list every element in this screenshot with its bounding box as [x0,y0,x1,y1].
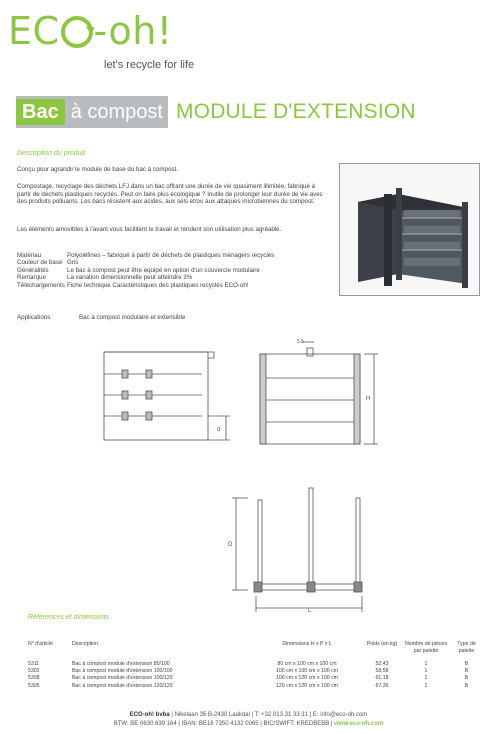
table-cell: 80 cm x 100 cm x 100 cm [277,661,337,667]
footer-line-2 [0,721,497,727]
spec-value: Polyoléfines – fabriqué à partir de déchets de plastiques ménagers recyclés [67,252,275,259]
footer-website-link[interactable]: www.eco-oh.com [334,721,384,727]
table-cell: 67,36 [375,682,389,689]
title-part1: Bac [16,99,65,125]
table-cell: B [464,668,469,675]
top-view-drawing [228,484,378,616]
header-cell: Type de palette [457,641,476,654]
spec-value: La variation dimensionnelle peut atteindre 3% [67,274,193,282]
description-p1: Conçu pour agrandir le module de base du bac à compost. [17,166,178,173]
header-cell: Poids (en kg) [366,641,398,647]
dim-label-h: H [366,396,371,402]
logo-tagline: let's recycle for life [104,59,195,71]
product-photo [339,163,480,296]
table-cell: Bac à compost module d'extension 80/100 [72,661,170,667]
table-cell: B [464,682,469,689]
title-extension: MODULE D'EXTENSION [175,100,416,123]
table-cell: Bac à compost module d'extension 100/120 [72,675,173,682]
title-box [16,96,168,128]
table-cell: B [464,675,469,682]
spec-value: Le bac à compost peut être équipé en option d'un couvercle modulaire [67,266,260,274]
dim-label-5-5: 5,5 [297,339,304,345]
table-cell: 120 cm x 120 cm x 100 cm [276,682,338,689]
footer-bank: BTW: BE 0630 639 164 | IBAN: BE18 7350 4132 0065 | BIC/SWIFT: KREDBEBB | [113,721,333,727]
dim-label-L: L [308,608,312,614]
header-cell: Nombre de pièces par palette [404,641,448,654]
footer-company: ECO-oh! bvba [129,712,170,718]
table-header-row [28,641,483,661]
header-cell: N° d'article [28,641,53,647]
logo-prefix: EC [8,9,60,53]
compost-bin-illustration [340,164,479,295]
spec-key: Matériau [17,252,42,259]
recycle-o-icon [61,16,93,48]
spec-key: Téléchargements [17,281,65,289]
title-part2: à compost [70,101,163,123]
header-cell: Description [72,641,98,647]
applications-value: Bac à compost modulaire et extensible [79,314,186,321]
table-row [28,675,483,682]
table-row [28,683,483,690]
eco-oh-logo [8,10,248,80]
table-cell: 5305 [28,682,40,689]
description-p3: Les éléments amovibles à l'avant vous facilitent le travail et rendent son utilisation plus agréable. [17,226,282,233]
spec-row [17,267,287,274]
footer-contact: | Nikelaan 35 B-2430 Laakdal | T: +32 013 31 33 31 | E: info@eco-oh.com [171,712,368,718]
table-row [28,661,483,668]
spec-key: Remarque [17,274,46,282]
table-cell: Bac à compost module d'extension 100/100 [72,668,173,675]
spec-value: Gris [67,259,79,267]
logo-suffix: -oh! [93,9,173,53]
side-view-drawing [252,338,382,448]
table-cell: 100 cm x 120 cm x 100 cm [276,675,338,682]
description-p2: Compostage, recyclage des déchets LFJ dans un bac offrant une durée de vie quasiment illimitée, fabriqué à partir de déchets plastiques recyclés. Peut on faire plus écologique ? Inutile de prolonger leur durée de vie avec des produits polluants. Les bacs résistent aux acides, aux sels et/ou aux attaques microbiennes du compost. [17,183,323,206]
spec-key: Couleur de base [17,259,63,267]
applications-row [17,314,185,321]
spec-row [17,282,287,289]
references-table [28,641,483,690]
spec-row [17,274,287,281]
spec-value: Fiche technique Caractéristiques des plastiques recyclés ECO-oh! [67,281,249,289]
spec-list [17,252,287,289]
spec-key: Généralités [17,266,49,274]
front-view-drawing [98,346,238,446]
table-cell: 1 [424,661,428,667]
page-title [16,96,416,128]
table-cell: 1 [424,682,428,689]
table-cell: 58,58 [375,668,389,675]
table-row [28,668,483,675]
table-cell: Bac à compost module d'extension 120/120 [72,682,173,689]
spec-row [17,252,287,259]
applications-key: Applications [17,314,51,321]
table-cell: 1 [424,668,428,675]
description-heading: Description du produit [17,150,86,157]
header-cell: Dimensions H x P x L [282,641,332,647]
dim-label-d: d [217,427,221,433]
dim-label-D: D [228,542,233,548]
table-cell: 52,43 [375,661,389,667]
table-cell: 5311 [28,661,40,667]
footer-line-1 [0,712,497,718]
spec-row [17,259,287,266]
table-cell: 100 cm x 100 cm x 100 cm [276,668,338,675]
table-cell: 61,18 [375,675,389,682]
table-cell: B [464,661,469,667]
table-cell: 5302 [28,668,40,675]
table-cell: 1 [424,675,428,682]
table-cell: 5308 [28,675,40,682]
logo-wordmark [8,10,248,52]
references-heading: Références et dimensions [28,614,109,621]
